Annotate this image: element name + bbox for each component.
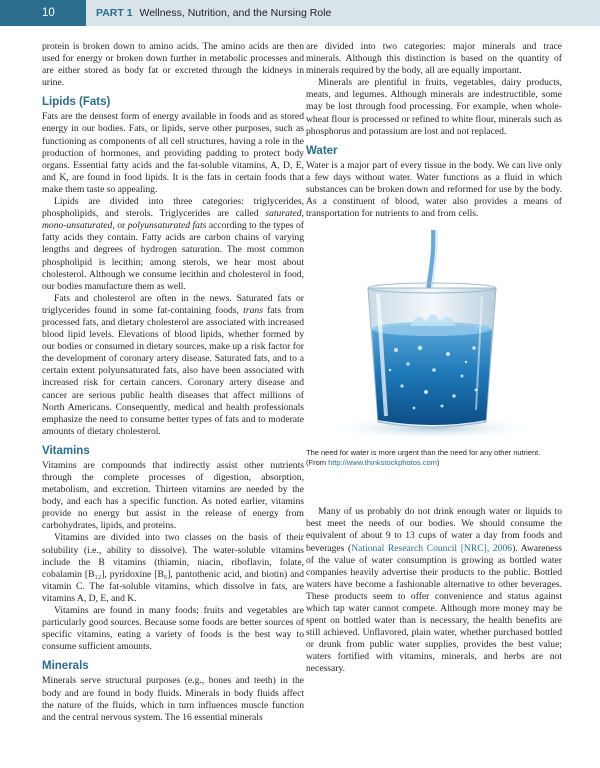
right-column bbox=[306, 41, 562, 676]
lipids-paragraph-1: Fats are the densest form of energy available in foods and as stored energy in our bodies. Fats, or lipids, serve other purposes, such as functioning as components of all cell structures, having a role in the production of hormones, and providing padding to protect body organs. Essential fatty acids and the fat-soluble vitamins, A, D, E, and K, are found in food lipids. It is the fats in certain foods that make them taste so appealing. bbox=[42, 111, 304, 195]
minerals-continued: are divided into two categories: major minerals and trace minerals. Although this distinction is based on the quantity of minerals required by the body, all are equally important. bbox=[306, 41, 562, 77]
page-number: 10 bbox=[0, 0, 86, 26]
part-label: PART 1 bbox=[96, 7, 133, 19]
intro-paragraph: protein is broken down to amino acids. The amino acids are then used for energy or broken down further in metabolic processes and are either stored as body fat or excreted through the kidneys in urine. bbox=[42, 41, 304, 89]
left-column bbox=[42, 41, 304, 724]
water-heading: Water bbox=[306, 144, 338, 157]
vitamins-heading: Vitamins bbox=[42, 444, 90, 457]
water-glass-photo bbox=[306, 230, 558, 442]
figure-caption: The need for water is more urgent than the need for any other nutrient. (From http://www.thinkstockphotos.com) bbox=[306, 448, 541, 468]
running-header bbox=[0, 0, 600, 26]
lipids-paragraph-3: Fats and cholesterol are often in the news. Saturated fats or triglycerides found in some fat-containing foods, trans fats from processed fats, and dietary cholesterol are associated with increased blood lipid levels. Elevations of blood lipids, whether formed by our bodies or consumed in dietary sources, make up a risk factor for the development of coronary artery disease. Saturated fats, and to a certain extent polyunsaturated fats, also have been associated with increased risk for certain cancers. Coronary artery disease and cancer are serious public health diseases that affect millions of North Americans. Consequently, medical and health professionals emphasize the need to consume better types of fats and to moderate amounts of dietary cholesterol. bbox=[42, 292, 304, 437]
running-head-title bbox=[96, 0, 331, 26]
source-link[interactable]: http://www.thinkstockphotos.com bbox=[328, 458, 437, 468]
water-glass-illustration bbox=[306, 230, 558, 442]
vitamins-paragraph-3: Vitamins are found in many foods; fruits and vegetables are particularly good sources. Because some foods are better sources of specific vitamins, eating a variety of foods is the best way to consume sufficient amounts. bbox=[42, 605, 304, 653]
lipids-paragraph-2: Lipids are divided into three categories: triglycerides, phospholipids, and sterols. Triglycerides are called saturated, mono-unsaturated, or polyunsaturated fats according to the types of fatty acids they contain. Fatty acids are carbon chains of varying lengths and degrees of hydrogen saturation. The most common phospholipid is lecithin; among sterols, we hear most about cholesterol. Although we consume lecithin and cholesterol in food, our bodies manufacture them as well. bbox=[42, 196, 304, 292]
citation-link[interactable]: National Research Council [NRC], 2006 bbox=[351, 542, 513, 554]
vitamins-paragraph-2: Vitamins are divided into two classes on the basis of their solubility (i.e., ability to dissolve). The water-soluble vitamins include the B vitamins (thiamin, niacin, riboflavin, folate, cobalamin [B₁₂], pyridoxine [B₆], pantothenic acid, and biotin) and vitamin C. The fat-soluble vitamins, which dissolve in fats, are vitamins A, D, E, and K. bbox=[42, 532, 304, 604]
minerals-paragraph-2: Minerals are plentiful in fruits, vegetables, dairy products, meats, and legumes. Although minerals are indestructible, some may be lost through food processing. For example, when whole-wheat flour is processed or refined to white flour, minerals such as phosphorus and potassium are lost and not replaced. bbox=[306, 77, 562, 137]
lipids-heading: Lipids (Fats) bbox=[42, 96, 111, 109]
vitamins-paragraph-1: Vitamins are compounds that indirectly assist other nutrients through the complete processes of digestion, absorption, metabolism, and excretion. Thirteen vitamins are needed by the body, and each has a specific function. As noted earlier, vitamins provide no energy but assist in the release of energy from carbohydrates, lipids, and proteins. bbox=[42, 459, 304, 532]
minerals-heading: Minerals bbox=[42, 660, 89, 673]
minerals-paragraph-1: Minerals serve structural purposes (e.g., bones and teeth) in the body and are found in body fluids. Minerals in body fluids affect the nature of the fluids, which in turn influences muscle function and the central nervous system. The 16 essential minerals bbox=[42, 675, 304, 723]
water-paragraph-1: Water is a major part of every tissue in the body. We can live only a few days without water. Water functions as a fluid in which substances can be broken down and reformed for use by the body. As a constituent of blood, water also provides a means of transportation for nutrients to and from cells. bbox=[306, 159, 562, 220]
chapter-title: Wellness, Nutrition, and the Nursing Role bbox=[139, 7, 332, 19]
water-paragraph-2: Many of us probably do not drink enough water or liquids to best meet the needs of our bodies. We should consume the equivalent of about 9 to 13 cups of water a day from foods and beverages (National Research Council [NRC], 2006). Awareness of the value of water consumption is growing as bottled water companies heavily advertise their products to the public. Bottled waters have become a fashionable alternative to other beverages. These products seem to offer convenience and status against which tap water cannot compete. Although more money may be spent on bottled water than is necessary, the health benefits are still achieved. Unflavored, plain water, whether purchased bottled or drunk from public water supplies, provides the best value; waters fortified with vitamins, minerals, and herbs are not necessary. bbox=[306, 506, 562, 675]
